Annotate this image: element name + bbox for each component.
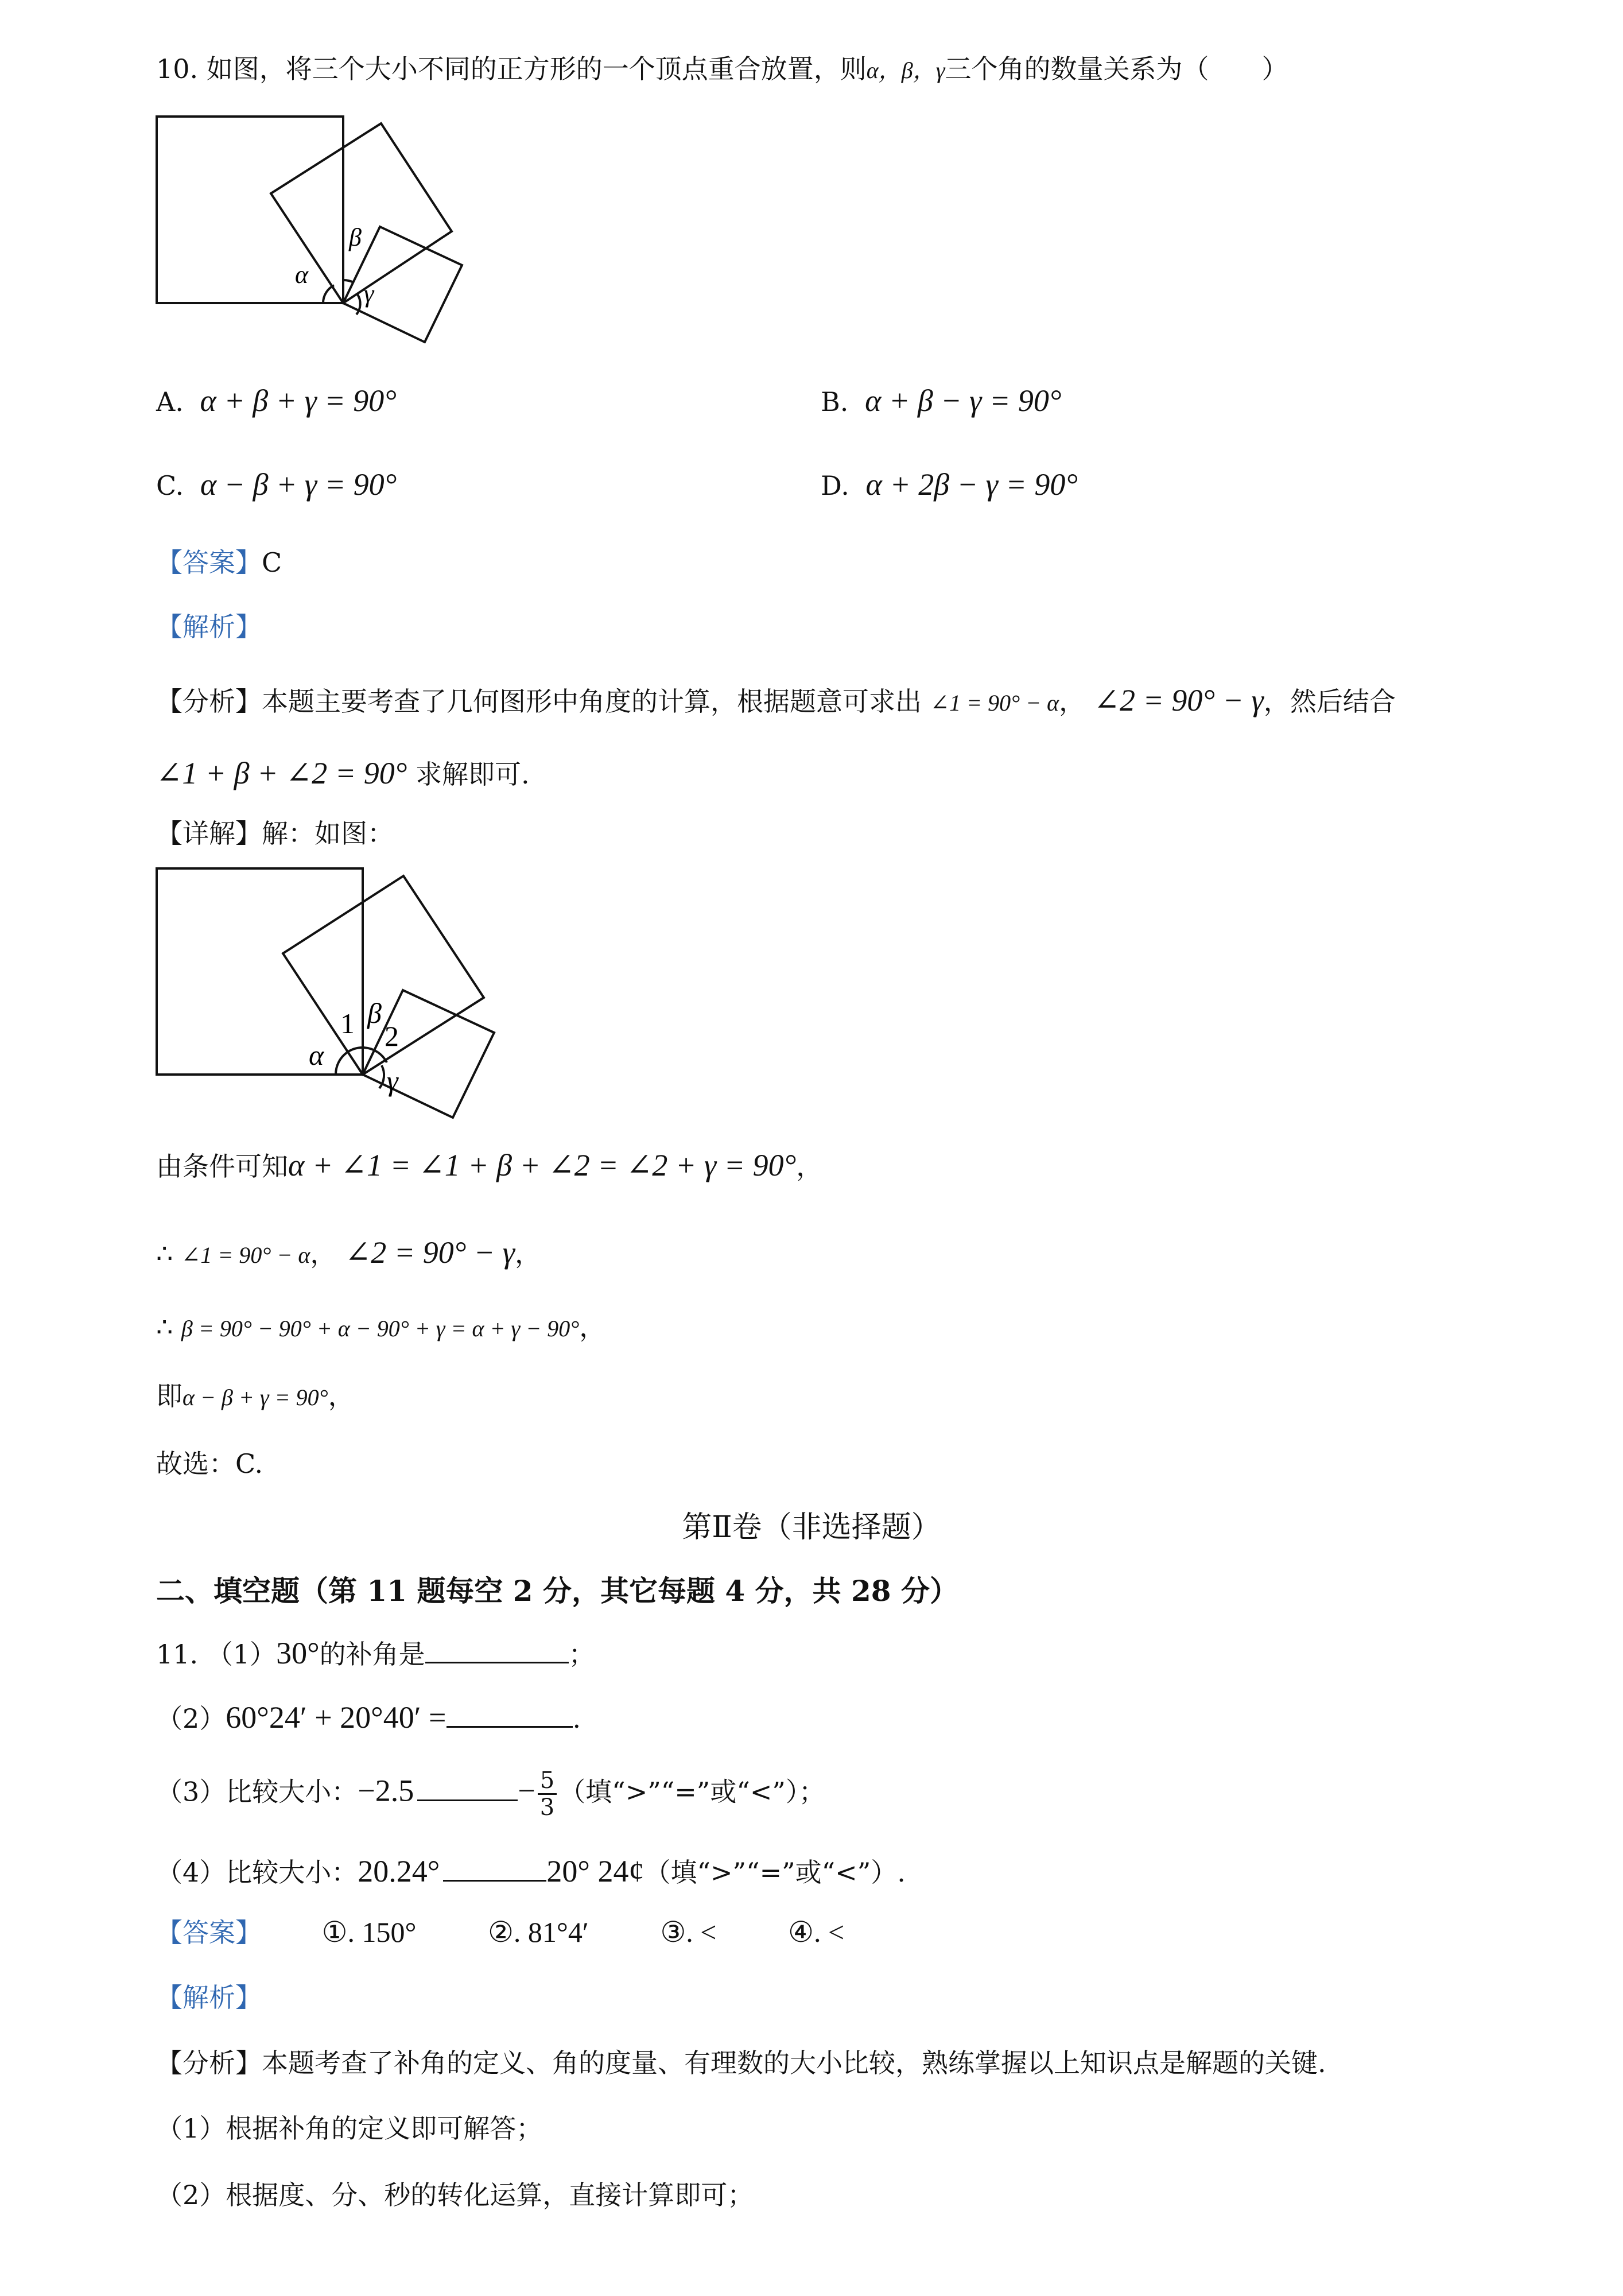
q11-analysis [156,1979,262,2016]
detail-tag: 【详解】 [156,818,262,849]
q10-option-b [821,382,1062,420]
fenxi-text2: ，然后结合 [1263,686,1396,717]
fenxi-tag: 【分析】 [156,686,262,717]
q11-fenxi-tag: 【分析】 [156,2047,262,2078]
option-c-label: C. [156,470,184,501]
q11-p4-text: （填“>”“=”或“<”）. [644,1857,906,1888]
q11-part1 [156,1635,595,1673]
option-c-expr: α − β + γ = 90° [200,467,397,502]
detail-text: 解：如图： [262,818,394,849]
q11-p3-fraction [538,1768,557,1820]
q10-analysis [156,608,262,645]
option-d-expr: α + 2β − γ = 90° [865,467,1078,502]
q11-hint1-text: （1）根据补角的定义即可解答； [156,2113,543,2144]
q10-answer [156,544,282,581]
q11-part3 [156,1768,825,1820]
q10-conclusion [156,1445,263,1482]
q10-step1 [156,1147,822,1185]
q11-p3-blank[interactable] [417,1777,518,1801]
label-beta: β [349,223,362,251]
q10-detail-figure [149,861,517,1137]
fenxi-expr3: ∠1 + β + ∠2 = 90° [156,756,407,790]
step2-end: ， [515,1238,542,1269]
analysis-tag: 【解析】 [156,611,262,642]
q10-fenxi-line1 [156,682,1396,722]
q10-step3 [156,1309,605,1347]
angle-alpha-arc-2 [336,1053,347,1075]
q11-p2-prefix: （2） [156,1703,226,1734]
q10-detail [156,815,394,852]
q11-p2-blank[interactable] [446,1703,573,1728]
step4-expr: α − β + γ = 90° [183,1384,328,1410]
q10-stem [156,51,1288,89]
step2-expr2: ∠2 = 90° − γ [345,1235,515,1270]
fenxi-expr2: ∠2 = 90° − γ [1093,683,1264,718]
section-title: 第Ⅱ卷（非选择题） [682,1510,941,1545]
answer-tag: 【答案】 [156,547,262,578]
label-angle-2: 2 [385,1020,399,1052]
q11-analysis-tag: 【解析】 [156,1982,262,2013]
q11-p3-num: 5 [538,1768,557,1795]
q11-p4-prefix: （4）比较大小： [156,1857,358,1888]
q11-part4 [156,1853,906,1891]
step3-prefix: ∴ [156,1312,173,1343]
fenxi-text1: 本题主要考查了几何图形中角度的计算，根据题意可求出 [262,686,922,717]
step2-sep: ， [310,1238,337,1269]
q10-figure [149,109,471,350]
q11-part2 [156,1699,581,1737]
label-alpha-2: α [309,1039,324,1071]
conclusion-text: 故选：C. [156,1448,263,1479]
q11-hint1 [156,2110,542,2147]
q11-p3-prefix: （3）比较大小： [156,1776,358,1808]
q11-fenxi-text: 本题考查了补角的定义、角的度量、有理数的大小比较，熟练掌握以上知识点是解题的关键. [262,2047,1326,2078]
q11-number: 11. [156,1639,199,1670]
q10-option-d [821,466,1078,504]
q10-stem-end: 三个角的数量关系为（ ） [945,53,1288,84]
option-b-label: B. [821,386,849,417]
step3-expr: β = 90° − 90° + α − 90° + γ = α + γ − 90° [181,1316,580,1341]
q10-option-a [156,382,397,420]
q11-answer-2: ②. 81°4′ [488,1916,589,1948]
q11-p1-prefix: （1） [206,1639,277,1670]
fenxi-sep: ， [1059,686,1086,717]
q11-hint2-text: （2）根据度、分、秒的转化运算，直接计算即可； [156,2179,754,2210]
label-gamma: γ [364,280,374,308]
q11-answer-tag: 【答案】 [156,1917,262,1948]
q11-hint2 [156,2177,754,2213]
q11-p3-expr: −2.5 [358,1773,414,1808]
answer-value: C [262,547,282,578]
label-gamma-2: γ [387,1065,398,1097]
q11-p3-text: （填“>”“=”或“<”）； [559,1776,825,1808]
step1-text: 由条件可知 [156,1151,288,1182]
option-b-expr: α + β − γ = 90° [865,383,1062,418]
q10-step4 [156,1378,355,1416]
q11-p2-expr: 60°24′ + 20°40′ = [226,1700,446,1735]
q11-p4-blank[interactable] [443,1857,546,1882]
large-square-2 [157,868,363,1075]
section-heading: 二、填空题（第 11 题每空 2 分，其它每题 4 分，共 28 分） [156,1574,958,1608]
step3-end: ， [579,1312,606,1343]
q11-p4-expr2: 20° 24¢ [546,1854,644,1888]
label-angle-1: 1 [340,1007,355,1040]
label-alpha: α [295,261,309,289]
step4-prefix: 即 [156,1380,183,1411]
q11-answer-3: ③. < [660,1916,717,1948]
step4-end: ， [328,1380,355,1411]
q10-stem-vars: α，β，γ [866,57,945,83]
angle-1-arc [347,1048,363,1053]
step1-end: ， [796,1151,823,1182]
q10-option-c [156,466,397,504]
small-square-2 [363,990,494,1118]
q11-p1-text: 的补角是 [319,1639,425,1670]
q10-number: 10. [156,53,199,84]
q11-p2-end: . [572,1703,581,1734]
q11-p3-den: 3 [539,1794,555,1821]
q11-answer-1: ①. 150° [321,1916,417,1948]
q10-stem-text: 如图，将三个大小不同的正方形的一个顶点重合放置，则 [206,53,867,84]
q11-answer-4: ④. < [788,1916,845,1948]
q11-p1-blank[interactable] [425,1639,569,1663]
q11-p1-end: ； [568,1639,595,1670]
q10-fenxi-line2 [156,755,530,793]
label-beta-2: β [367,997,382,1029]
q11-answer [156,1914,844,1951]
q11-fenxi [156,2045,1326,2081]
fenxi-text3: 求解即可. [415,759,530,790]
angle-beta-arc [343,280,354,282]
option-d-label: D. [821,470,849,501]
q11-p1-expr: 30° [276,1636,320,1670]
q11-p4-expr1: 20.24° [358,1854,440,1888]
step2-expr1: ∠1 = 90° − α [181,1242,310,1268]
step2-prefix: ∴ [156,1238,173,1269]
q11-p3-minus: − [518,1773,535,1808]
large-square [157,117,343,303]
step1-expr: α + ∠1 = ∠1 + β + ∠2 = ∠2 + γ = 90° [288,1148,797,1182]
q10-step2 [156,1234,541,1274]
option-a-expr: α + β + γ = 90° [200,383,397,418]
option-a-label: A. [156,386,184,417]
fenxi-expr1: ∠1 = 90° − α [930,690,1059,716]
